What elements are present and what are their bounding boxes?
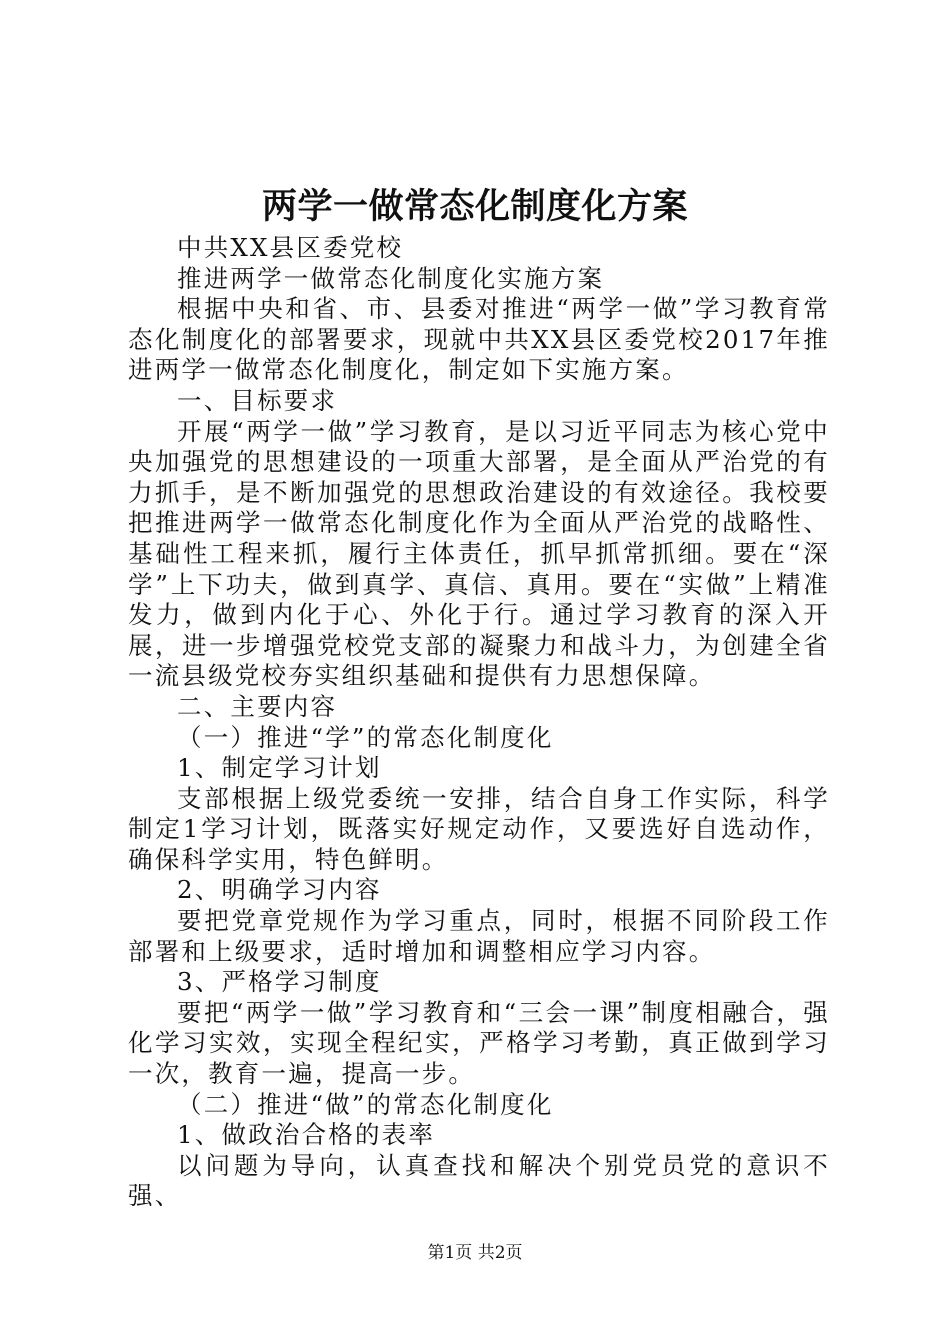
paragraph-intro: 根据中央和省、市、县委对推进“两学一做”学习教育常态化制度化的部署要求，现就中共XX县区委党校2017年推进两学一做常态化制度化，制定如下实施方案。 [128,294,830,385]
subsection-heading-do: （二）推进“做”的常态化制度化 [177,1089,554,1119]
item-heading-system: 3、严格学习制度 [177,967,382,997]
paragraph-plan-name: 推进两学一做常态化制度化实施方案 [177,263,605,293]
paragraph-goals: 开展“两学一做”学习教育，是以习近平同志为核心党中央加强党的思想建设的一项重大部署，是全面从严治党的有力抓手，是不断加强党的思想政治建设的有效途径。我校要把推进两学一做常态化制度化作为全面从严治党的战略性、基础性工程来抓，履行主体责任，抓早抓常抓细。要在“深学”上下功夫，做到真学、真信、真用。要在“实做”上精准发力，做到内化于心、外化于行。通过学习教育的深入开展，进一步增强党校党支部的凝聚力和战斗力，为创建全省一流县级党校夯实组织基础和提供有力思想保障。 [128,416,830,691]
subsection-heading-study: （一）推进“学”的常态化制度化 [177,722,554,752]
paragraph-political: 以问题为导向，认真查找和解决个别党员党的意识不强、 [128,1150,830,1211]
paragraph-issuer: 中共XX县区委党校 [177,233,404,262]
paragraph-plan: 支部根据上级党委统一安排，结合自身工作实际，科学制定1学习计划，既落实好规定动作，又要选好自选动作，确保科学实用，特色鲜明。 [128,783,830,874]
document-title: 两学一做常态化制度化方案 [261,186,688,227]
paragraph-content: 要把党章党规作为学习重点，同时，根据不同阶段工作部署和上级要求，适时增加和调整相应学习内容。 [128,906,830,966]
page-number-footer: 第1页 共2页 [427,1243,523,1263]
item-heading-plan: 1、制定学习计划 [177,753,382,783]
item-heading-content: 2、明确学习内容 [177,875,382,905]
document-body [128,233,830,1212]
section-heading-goals: 一、目标要求 [177,385,338,415]
section-heading-content: 二、主要内容 [177,691,338,721]
paragraph-system: 要把“两学一做”学习教育和“三会一课”制度相融合，强化学习实效，实现全程纪实，严格学习考勤，真正做到学习一次，教育一遍，提高一步。 [128,997,830,1089]
item-heading-political: 1、做政治合格的表率 [177,1120,436,1150]
